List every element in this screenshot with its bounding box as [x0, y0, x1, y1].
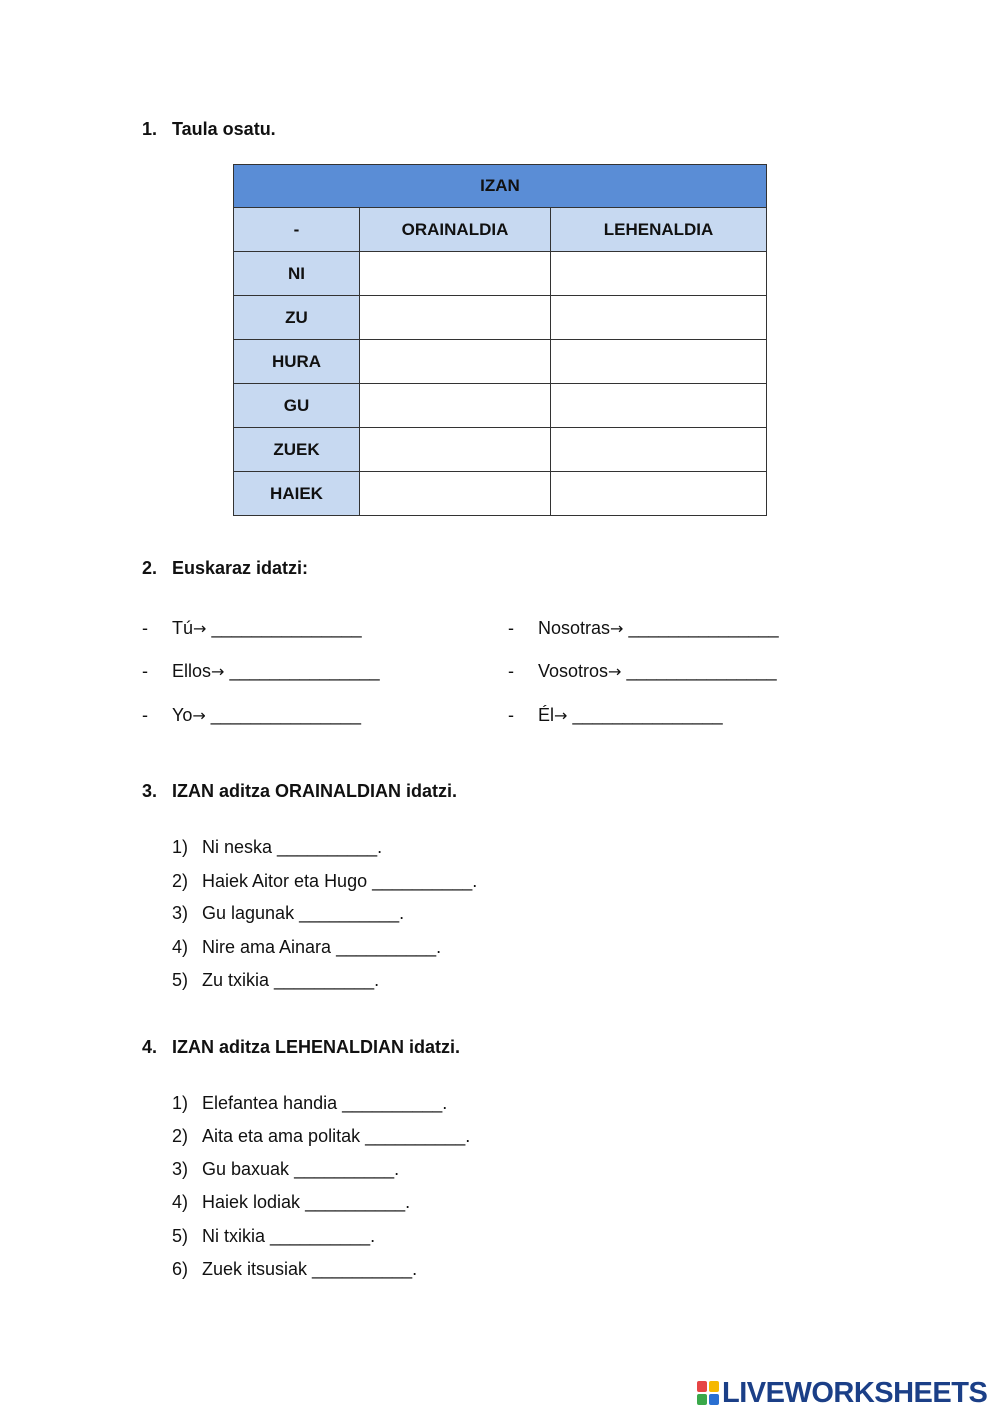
past-answer-cell[interactable]	[551, 252, 767, 296]
sentence-text: Elefantea handia	[202, 1093, 343, 1113]
pronoun-cell: ZUEK	[234, 428, 360, 472]
logo-squares-icon	[697, 1381, 719, 1405]
list-item	[172, 871, 477, 892]
answer-blank[interactable]: _______________	[229, 661, 380, 681]
past-answer-cell[interactable]	[551, 472, 767, 516]
answer-blank[interactable]: __________.	[342, 1093, 448, 1113]
table-row	[234, 384, 767, 428]
item-number: 2)	[172, 871, 189, 891]
pronoun-cell: HURA	[234, 340, 360, 384]
list-item	[172, 837, 382, 858]
sentence-text: Nire ama Ainara	[202, 937, 337, 957]
spanish-word: Yo	[172, 705, 193, 725]
table-row	[234, 340, 767, 384]
pronoun-cell: HAIEK	[234, 472, 360, 516]
section-2-title: Euskaraz idatzi:	[172, 558, 309, 578]
sentence-text: Ni txikia	[202, 1226, 271, 1246]
sentence-text: Zu txikia	[202, 970, 275, 990]
list-item	[172, 1093, 447, 1114]
izan-conjugation-table	[233, 164, 767, 516]
item-number: 4)	[172, 937, 189, 957]
translation-item	[142, 618, 362, 639]
table-header-past: LEHENALDIA	[551, 208, 767, 252]
bullet-dash: -	[142, 661, 148, 681]
section-2-heading	[142, 558, 308, 579]
answer-blank[interactable]: _______________	[572, 705, 723, 725]
logo-square	[709, 1381, 719, 1392]
section-3-title: IZAN aditza ORAINALDIAN idatzi.	[172, 781, 458, 801]
sentence-text: Ni neska	[202, 837, 278, 857]
section-3-number: 3.	[142, 781, 158, 801]
answer-blank[interactable]: __________.	[365, 1126, 471, 1146]
item-number: 3)	[172, 903, 189, 923]
arrow-right-icon: →	[608, 662, 622, 681]
bullet-dash: -	[508, 705, 514, 725]
spanish-word: Nosotras	[538, 618, 611, 638]
answer-blank[interactable]: _______________	[210, 705, 361, 725]
bullet-dash: -	[508, 661, 514, 681]
section-3-heading	[142, 781, 457, 802]
spanish-word: Tú	[172, 618, 194, 638]
logo-text: LIVEWORKSHEETS	[722, 1377, 988, 1409]
answer-blank[interactable]: __________.	[299, 903, 405, 923]
item-number: 5)	[172, 970, 189, 990]
list-item	[172, 1126, 470, 1147]
table-title: IZAN	[234, 165, 767, 208]
answer-blank[interactable]: __________.	[294, 1159, 400, 1179]
logo-square	[697, 1394, 707, 1405]
item-number: 2)	[172, 1126, 189, 1146]
section-2-number: 2.	[142, 558, 158, 578]
answer-blank[interactable]: __________.	[372, 871, 478, 891]
sentence-text: Haiek lodiak	[202, 1192, 306, 1212]
section-1-heading	[142, 119, 276, 140]
section-1-number: 1.	[142, 119, 158, 139]
pronoun-cell: GU	[234, 384, 360, 428]
answer-blank[interactable]: __________.	[274, 970, 380, 990]
pronoun-cell: NI	[234, 252, 360, 296]
bullet-dash: -	[508, 618, 514, 638]
past-answer-cell[interactable]	[551, 340, 767, 384]
section-4-title: IZAN aditza LEHENALDIAN idatzi.	[172, 1037, 461, 1057]
translation-item	[142, 661, 380, 682]
answer-blank[interactable]: __________.	[312, 1259, 418, 1279]
list-item	[172, 1259, 417, 1280]
present-answer-cell[interactable]	[360, 296, 551, 340]
past-answer-cell[interactable]	[551, 296, 767, 340]
present-answer-cell[interactable]	[360, 340, 551, 384]
list-item	[172, 1192, 410, 1213]
answer-blank[interactable]: __________.	[270, 1226, 376, 1246]
table-header-pronoun: -	[234, 208, 360, 252]
table-row	[234, 296, 767, 340]
table-row	[234, 252, 767, 296]
bullet-dash: -	[142, 705, 148, 725]
present-answer-cell[interactable]	[360, 472, 551, 516]
past-answer-cell[interactable]	[551, 428, 767, 472]
list-item	[172, 1159, 399, 1180]
section-4-number: 4.	[142, 1037, 158, 1057]
section-4-heading	[142, 1037, 460, 1058]
item-number: 1)	[172, 1093, 189, 1113]
list-item	[172, 1226, 375, 1247]
present-answer-cell[interactable]	[360, 252, 551, 296]
present-answer-cell[interactable]	[360, 428, 551, 472]
spanish-word: Vosotros	[538, 661, 609, 681]
section-1-title: Taula osatu.	[172, 119, 276, 139]
sentence-text: Haiek Aitor eta Hugo	[202, 871, 373, 891]
table-row	[234, 472, 767, 516]
answer-blank[interactable]: __________.	[305, 1192, 411, 1212]
sentence-text: Aita eta ama politak	[202, 1126, 366, 1146]
list-item	[172, 937, 441, 958]
answer-blank[interactable]: __________.	[277, 837, 383, 857]
item-number: 3)	[172, 1159, 189, 1179]
translation-item	[508, 618, 779, 639]
liveworksheets-logo[interactable]	[697, 1378, 987, 1408]
answer-blank[interactable]: _______________	[628, 618, 779, 638]
sentence-text: Gu baxuak	[202, 1159, 295, 1179]
past-answer-cell[interactable]	[551, 384, 767, 428]
answer-blank[interactable]: _______________	[211, 618, 362, 638]
sentence-text: Gu lagunak	[202, 903, 300, 923]
translation-item	[508, 661, 777, 682]
table-header-present: ORAINALDIA	[360, 208, 551, 252]
item-number: 4)	[172, 1192, 189, 1212]
arrow-right-icon: →	[192, 706, 206, 725]
arrow-right-icon: →	[554, 706, 568, 725]
item-number: 6)	[172, 1259, 189, 1279]
arrow-right-icon: →	[211, 662, 225, 681]
logo-square	[709, 1394, 719, 1405]
arrow-right-icon: →	[610, 619, 624, 638]
answer-blank[interactable]: __________.	[336, 937, 442, 957]
spanish-word: Él	[538, 705, 555, 725]
list-item	[172, 970, 379, 991]
answer-blank[interactable]: _______________	[626, 661, 777, 681]
arrow-right-icon: →	[193, 619, 207, 638]
sentence-text: Zuek itsusiak	[202, 1259, 313, 1279]
present-answer-cell[interactable]	[360, 384, 551, 428]
spanish-word: Ellos	[172, 661, 212, 681]
table-row	[234, 428, 767, 472]
translation-item	[508, 705, 723, 726]
list-item	[172, 903, 404, 924]
item-number: 1)	[172, 837, 189, 857]
item-number: 5)	[172, 1226, 189, 1246]
logo-square	[697, 1381, 707, 1392]
bullet-dash: -	[142, 618, 148, 638]
translation-item	[142, 705, 361, 726]
pronoun-cell: ZU	[234, 296, 360, 340]
